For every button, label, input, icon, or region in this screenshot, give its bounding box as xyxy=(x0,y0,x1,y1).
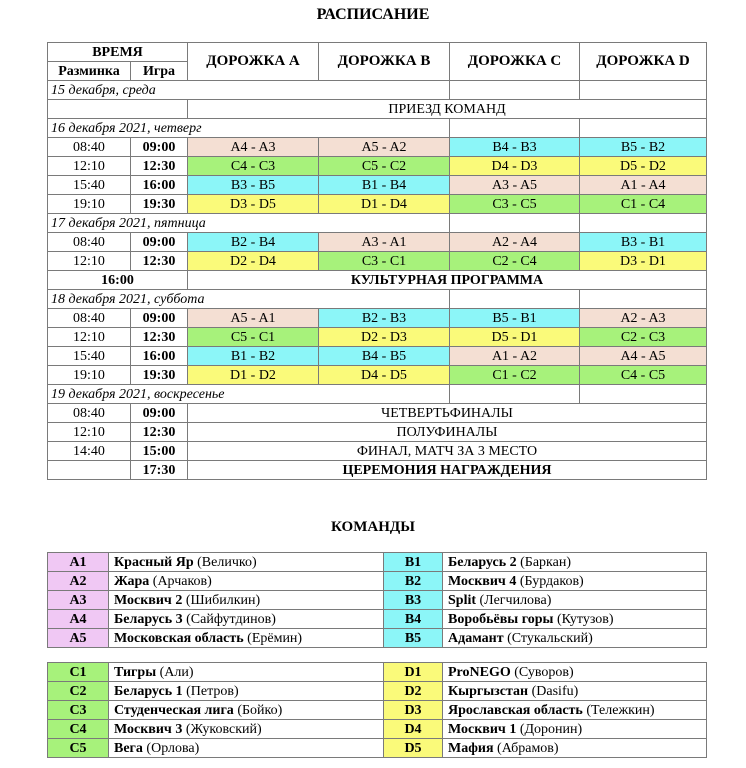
stage-event: ФИНАЛ, МАТЧ ЗА 3 МЕСТО xyxy=(188,442,707,461)
team-captain: (Бурдаков) xyxy=(519,573,584,589)
team-captain: (Орлова) xyxy=(146,740,200,756)
warmup-header: Разминка xyxy=(48,62,131,81)
team-name: Беларусь 3 xyxy=(114,611,183,627)
team-name-cell xyxy=(443,572,707,591)
team-name: Москвич 2 xyxy=(114,592,183,608)
game-time: 09:00 xyxy=(131,404,188,423)
game-time: 09:00 xyxy=(131,309,188,328)
match-cell: A3 - A5 xyxy=(450,176,580,195)
match-cell: D5 - D1 xyxy=(450,328,580,347)
warmup-time xyxy=(48,461,131,480)
team-captain: (Бойко) xyxy=(237,702,283,718)
warmup-time: 15:40 xyxy=(48,176,131,195)
game-time: 19:30 xyxy=(131,366,188,385)
match-row xyxy=(48,366,707,385)
team-captain: (Стукальский) xyxy=(507,630,593,646)
team-code: D1 xyxy=(384,663,443,682)
team-code: B3 xyxy=(384,591,443,610)
team-code: B1 xyxy=(384,553,443,572)
warmup-time: 08:40 xyxy=(48,233,131,252)
team-row xyxy=(48,610,707,629)
game-header: Игра xyxy=(131,62,188,81)
team-code: A1 xyxy=(48,553,109,572)
team-captain: (Доронин) xyxy=(519,721,583,737)
team-name: Беларусь 2 xyxy=(448,554,517,570)
team-name-cell xyxy=(443,663,707,682)
team-row xyxy=(48,629,707,648)
match-row xyxy=(48,138,707,157)
match-cell: C4 - C5 xyxy=(580,366,707,385)
team-row xyxy=(48,591,707,610)
day-row xyxy=(48,81,707,100)
warmup-time: 14:40 xyxy=(48,442,131,461)
warmup-time: 08:40 xyxy=(48,309,131,328)
team-code: D4 xyxy=(384,720,443,739)
team-captain: (Шибилкин) xyxy=(185,592,261,608)
match-cell: D3 - D1 xyxy=(580,252,707,271)
match-cell: C2 - C4 xyxy=(450,252,580,271)
special-time: 16:00 xyxy=(48,271,188,290)
team-code: D2 xyxy=(384,682,443,701)
empty-cell xyxy=(580,290,707,309)
team-code: D3 xyxy=(384,701,443,720)
game-time: 09:00 xyxy=(131,138,188,157)
empty-cell xyxy=(580,385,707,404)
team-name-cell xyxy=(443,739,707,758)
game-time: 16:00 xyxy=(131,176,188,195)
event-row xyxy=(48,100,707,119)
empty-cell xyxy=(450,385,580,404)
match-cell: C4 - C3 xyxy=(188,157,319,176)
match-cell: A3 - A1 xyxy=(319,233,450,252)
empty-cell xyxy=(450,81,580,100)
team-name: Москвич 3 xyxy=(114,721,183,737)
team-code: A2 xyxy=(48,572,109,591)
warmup-time: 12:10 xyxy=(48,423,131,442)
team-captain: (Величко) xyxy=(197,554,257,570)
team-name: Красный Яр xyxy=(114,554,194,570)
lane-d-header: ДОРОЖКА D xyxy=(580,43,707,81)
finals-row xyxy=(48,404,707,423)
match-cell: B2 - B4 xyxy=(188,233,319,252)
team-name-cell xyxy=(443,591,707,610)
team-code: B2 xyxy=(384,572,443,591)
warmup-time: 15:40 xyxy=(48,347,131,366)
team-code: B4 xyxy=(384,610,443,629)
day-row xyxy=(48,290,707,309)
team-captain: (Тележкин) xyxy=(586,702,655,718)
match-row xyxy=(48,328,707,347)
team-name: Split xyxy=(448,592,477,608)
match-cell: A5 - A2 xyxy=(319,138,450,157)
lane-b-header: ДОРОЖКА B xyxy=(319,43,450,81)
team-name-cell xyxy=(109,701,384,720)
team-name: ProNEGO xyxy=(448,664,511,680)
schedule-table xyxy=(47,42,707,480)
team-row xyxy=(48,663,707,682)
team-code: C3 xyxy=(48,701,109,720)
match-row xyxy=(48,252,707,271)
match-row xyxy=(48,157,707,176)
team-name-cell xyxy=(109,739,384,758)
empty-cell xyxy=(450,119,580,138)
stage-event: ЦЕРЕМОНИЯ НАГРАЖДЕНИЯ xyxy=(188,461,707,480)
match-cell: A2 - A3 xyxy=(580,309,707,328)
match-cell: C3 - C1 xyxy=(319,252,450,271)
team-name: Адамант xyxy=(448,630,504,646)
match-cell: D3 - D5 xyxy=(188,195,319,214)
team-name-cell xyxy=(109,682,384,701)
lane-c-header: ДОРОЖКА C xyxy=(450,43,580,81)
team-row xyxy=(48,572,707,591)
day-row xyxy=(48,385,707,404)
team-name-cell xyxy=(443,682,707,701)
team-captain: (Легчилова) xyxy=(479,592,552,608)
day-row xyxy=(48,214,707,233)
match-row xyxy=(48,176,707,195)
warmup-time: 12:10 xyxy=(48,328,131,347)
match-cell: B5 - B1 xyxy=(450,309,580,328)
day-label: 15 декабря, среда xyxy=(48,81,450,100)
header-row-top xyxy=(48,43,707,62)
match-cell: D1 - D4 xyxy=(319,195,450,214)
team-name: Вега xyxy=(114,740,143,756)
match-cell: D2 - D3 xyxy=(319,328,450,347)
team-code: C2 xyxy=(48,682,109,701)
warmup-time: 19:10 xyxy=(48,366,131,385)
team-captain: (Али) xyxy=(159,664,194,680)
team-code: A4 xyxy=(48,610,109,629)
match-cell: D4 - D3 xyxy=(450,157,580,176)
team-name-cell xyxy=(109,610,384,629)
team-row xyxy=(48,701,707,720)
match-row xyxy=(48,195,707,214)
match-row xyxy=(48,347,707,366)
team-code: A5 xyxy=(48,629,109,648)
team-name: Москвич 4 xyxy=(448,573,517,589)
day-row xyxy=(48,119,707,138)
team-name-cell xyxy=(443,701,707,720)
team-row xyxy=(48,553,707,572)
special-event: КУЛЬТУРНАЯ ПРОГРАММА xyxy=(188,271,707,290)
team-row xyxy=(48,739,707,758)
warmup-time: 08:40 xyxy=(48,138,131,157)
match-cell: A4 - A5 xyxy=(580,347,707,366)
team-code: C4 xyxy=(48,720,109,739)
match-cell: B2 - B3 xyxy=(319,309,450,328)
team-name: Жара xyxy=(114,573,150,589)
team-captain: (Сайфутдинов) xyxy=(186,611,276,627)
match-cell: D4 - D5 xyxy=(319,366,450,385)
game-time: 12:30 xyxy=(131,423,188,442)
team-name: Московская область xyxy=(114,630,244,646)
team-name-cell xyxy=(443,553,707,572)
team-captain: (Абрамов) xyxy=(497,740,559,756)
team-captain: (Арчаков) xyxy=(152,573,212,589)
game-time: 19:30 xyxy=(131,195,188,214)
game-time: 17:30 xyxy=(131,461,188,480)
team-name-cell xyxy=(443,629,707,648)
finals-row xyxy=(48,423,707,442)
match-cell: B4 - B5 xyxy=(319,347,450,366)
team-name: Ярославская область xyxy=(448,702,583,718)
empty-cell xyxy=(580,81,707,100)
empty-cell xyxy=(580,214,707,233)
team-name: Кыргызстан xyxy=(448,683,529,699)
special-row xyxy=(48,271,707,290)
team-name-cell xyxy=(109,663,384,682)
team-captain: (Петров) xyxy=(186,683,239,699)
warmup-time: 19:10 xyxy=(48,195,131,214)
empty-cell xyxy=(450,290,580,309)
team-name: Воробьёвы горы xyxy=(448,611,554,627)
team-code: D5 xyxy=(384,739,443,758)
game-time: 12:30 xyxy=(131,157,188,176)
match-cell: D5 - D2 xyxy=(580,157,707,176)
team-name-cell xyxy=(109,629,384,648)
match-cell: C5 - C2 xyxy=(319,157,450,176)
match-cell: D1 - D2 xyxy=(188,366,319,385)
team-name: Мафия xyxy=(448,740,494,756)
day-label: 16 декабря 2021, четверг xyxy=(48,119,450,138)
team-captain: (Кутузов) xyxy=(556,611,614,627)
match-cell: B1 - B4 xyxy=(319,176,450,195)
match-cell: A1 - A2 xyxy=(450,347,580,366)
team-captain: (Dasifu) xyxy=(531,683,579,699)
team-name-cell xyxy=(109,591,384,610)
match-cell: C3 - C5 xyxy=(450,195,580,214)
lane-a-header: ДОРОЖКА A xyxy=(188,43,319,81)
team-name-cell xyxy=(443,610,707,629)
match-cell: B3 - B1 xyxy=(580,233,707,252)
game-time: 12:30 xyxy=(131,328,188,347)
team-captain: (Жуковский) xyxy=(185,721,262,737)
match-cell: C1 - C2 xyxy=(450,366,580,385)
team-name-cell xyxy=(443,720,707,739)
teams-title: КОМАНДЫ xyxy=(331,519,415,535)
day-label: 19 декабря 2021, воскресенье xyxy=(48,385,450,404)
schedule-title: РАСПИСАНИЕ xyxy=(316,6,430,23)
teams-table-cd xyxy=(47,662,707,758)
team-name: Москвич 1 xyxy=(448,721,517,737)
match-cell: B5 - B2 xyxy=(580,138,707,157)
game-time: 12:30 xyxy=(131,252,188,271)
empty-cell xyxy=(450,214,580,233)
game-time: 15:00 xyxy=(131,442,188,461)
match-cell: B4 - B3 xyxy=(450,138,580,157)
match-cell: C5 - C1 xyxy=(188,328,319,347)
event-cell: ПРИЕЗД КОМАНД xyxy=(188,100,707,119)
empty-cell xyxy=(580,119,707,138)
finals-row xyxy=(48,442,707,461)
match-row xyxy=(48,233,707,252)
day-label: 18 декабря 2021, суббота xyxy=(48,290,450,309)
team-captain: (Суворов) xyxy=(514,664,574,680)
match-cell: A2 - A4 xyxy=(450,233,580,252)
team-code: C5 xyxy=(48,739,109,758)
match-cell: B3 - B5 xyxy=(188,176,319,195)
stage-event: ЧЕТВЕРТЬФИНАЛЫ xyxy=(188,404,707,423)
team-name-cell xyxy=(109,553,384,572)
match-cell: A1 - A4 xyxy=(580,176,707,195)
team-row xyxy=(48,720,707,739)
warmup-time: 08:40 xyxy=(48,404,131,423)
finals-row xyxy=(48,461,707,480)
empty-cell xyxy=(48,100,188,119)
warmup-time: 12:10 xyxy=(48,157,131,176)
match-cell: A5 - A1 xyxy=(188,309,319,328)
match-cell: D2 - D4 xyxy=(188,252,319,271)
team-code: B5 xyxy=(384,629,443,648)
team-row xyxy=(48,682,707,701)
warmup-time: 12:10 xyxy=(48,252,131,271)
team-code: C1 xyxy=(48,663,109,682)
team-captain: (Баркан) xyxy=(520,554,571,570)
match-cell: C2 - C3 xyxy=(580,328,707,347)
team-captain: (Ерёмин) xyxy=(247,630,303,646)
time-header: ВРЕМЯ xyxy=(48,43,188,62)
match-cell: A4 - A3 xyxy=(188,138,319,157)
match-cell: B1 - B2 xyxy=(188,347,319,366)
team-name: Тигры xyxy=(114,664,157,680)
team-name-cell xyxy=(109,720,384,739)
game-time: 09:00 xyxy=(131,233,188,252)
team-name-cell xyxy=(109,572,384,591)
team-code: A3 xyxy=(48,591,109,610)
match-row xyxy=(48,309,707,328)
match-cell: C1 - C4 xyxy=(580,195,707,214)
stage-event: ПОЛУФИНАЛЫ xyxy=(188,423,707,442)
team-name: Студенческая лига xyxy=(114,702,234,718)
schedule-body xyxy=(48,81,707,480)
teams-table-ab xyxy=(47,552,707,648)
day-label: 17 декабря 2021, пятница xyxy=(48,214,450,233)
team-name: Беларусь 1 xyxy=(114,683,183,699)
game-time: 16:00 xyxy=(131,347,188,366)
